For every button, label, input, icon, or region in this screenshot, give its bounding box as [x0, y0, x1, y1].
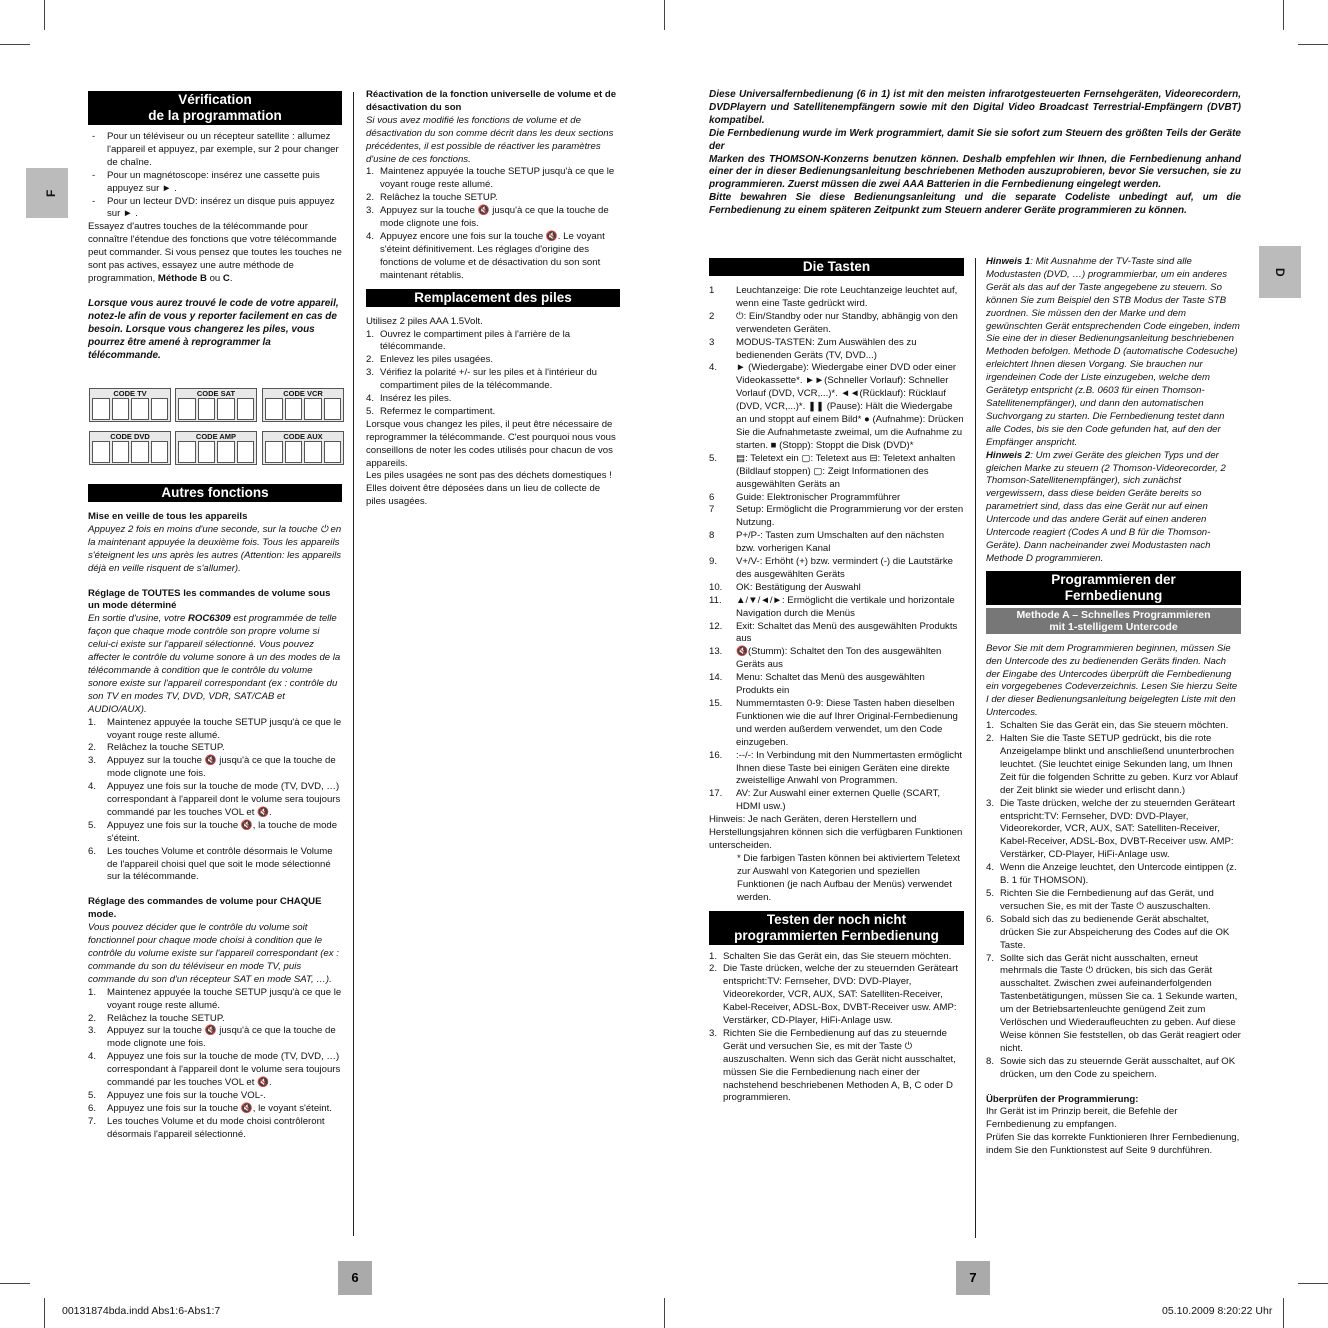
list-item-number: 16.	[709, 749, 723, 761]
list-item-text: Les touches Volume et contrôle désormais le Volume de l'appareil choisi quel que soit le mode sélectionné sur la télécommande.	[107, 845, 333, 883]
list-item-text: MODUS-TASTEN: Zum Auswählen des zu bedienenden Geräts (TV, DVD...)	[736, 336, 917, 361]
list-item	[366, 329, 620, 355]
list-item	[88, 846, 342, 885]
list-item	[986, 1056, 1241, 1082]
list-item-text: OK: Bestätigung der Auswahl	[736, 581, 861, 593]
list-item-text: AV: Zur Auswahl einer externen Quelle (SCART, HDMI usw.)	[736, 788, 941, 813]
list-item-number: 6.	[986, 913, 995, 925]
list-item-text: Schalten Sie das Gerät ein, das Sie steuern möchten.	[1000, 720, 1229, 732]
list-item	[986, 733, 1241, 798]
list-item	[366, 231, 620, 283]
list-item-text: Appuyez une fois sur la touche 🔇, la touche de mode s'éteint.	[107, 819, 338, 844]
list-item	[88, 1051, 342, 1090]
step-list	[88, 987, 342, 1142]
list-item	[88, 987, 342, 1013]
list-item-number: 2.	[366, 192, 375, 204]
code-box-vcr: CODE VCR	[262, 388, 344, 422]
list-item	[88, 1013, 342, 1026]
list-item-text: Exit: Schaltet das Menü des ausgewählten Produkts aus	[736, 620, 958, 645]
footer-file-name: 00131874bda.indd Abs1:6-Abs1:7	[62, 1305, 221, 1317]
paragraph: Utilisez 2 piles AAA 1.5Volt.	[366, 315, 483, 327]
list-item-number: 5.	[88, 819, 97, 831]
list-item-text: Appuyez sur la touche 🔇 jusqu'à ce que la touche de mode clignote une fois.	[107, 1025, 336, 1050]
list-item	[709, 337, 964, 363]
list-item-text: Appuyez une fois sur la touche VOL-.	[107, 1089, 266, 1101]
list-item	[709, 646, 964, 672]
list-item	[986, 862, 1241, 888]
list-item-number: 1.	[88, 716, 97, 728]
list-item-number: 3.	[709, 1027, 718, 1039]
list-item-text: Maintenez appuyée la touche SETUP jusqu'à ce que le voyant rouge reste allumé.	[107, 716, 342, 741]
list-item-number: 14.	[709, 672, 723, 684]
list-item	[986, 798, 1241, 863]
list-item	[366, 367, 620, 393]
left-column-1	[88, 91, 342, 362]
list-item-text: Appuyez encore une fois sur la touche 🔇. Le voyant s'éteint définitivement. Les réglages d'origine des fonctions de volume et de désactivation du son sont maintenant rétablis.	[380, 230, 605, 281]
list-item	[709, 698, 964, 750]
list-item	[986, 888, 1241, 914]
list-item	[986, 720, 1241, 733]
list-item-text: Ouvrez le compartiment piles à l'arrière de la télécommande.	[380, 328, 571, 353]
list-item	[709, 556, 964, 582]
list-item-number: 1.	[986, 720, 995, 732]
section-header-autres-fonctions: Autres fonctions	[88, 484, 342, 502]
list-item-number: 15.	[709, 698, 723, 709]
list-item	[88, 742, 342, 755]
list-item-number: 5.	[986, 887, 995, 899]
crop-mark	[664, 1298, 665, 1328]
code-box-tv: CODE TV	[89, 388, 171, 422]
list-item-number: 3.	[366, 205, 375, 217]
right-column-1	[709, 258, 964, 1105]
list-item-number: 10.	[709, 581, 723, 593]
section-header-die-tasten: Die Tasten	[709, 258, 964, 276]
list-item-number: 3.	[88, 1025, 97, 1037]
list-item-text: Les touches Volume et du mode choisi contrôleront désormais l'appareil sélectionné.	[107, 1115, 325, 1140]
paragraph: Ihr Gerät ist im Prinzip bereit, die Befehle der Fernbedienung zu empfangen.	[986, 1106, 1178, 1131]
method-a-header: Methode A – Schnelles Programmieren mit 1-stelligem Untercode	[986, 608, 1241, 634]
list-item	[366, 393, 620, 406]
list-item-text: Insérez les piles.	[380, 393, 452, 405]
list-item-text: Relâchez la touche SETUP.	[107, 1012, 225, 1024]
code-box-aux: CODE AUX	[262, 431, 344, 465]
crop-mark	[0, 44, 30, 45]
section-header-testen: Testen der noch nicht programmierten Fernbedienung	[709, 911, 964, 945]
intro-paragraph: Die Fernbedienung wurde im Werk programmiert, damit Sie sie sofort zum Steuern des größten Teils der Geräte der	[709, 127, 1241, 152]
list-item	[88, 1025, 342, 1051]
list-item	[709, 951, 964, 964]
list-item	[709, 492, 964, 505]
code-box-dvd: CODE DVD	[89, 431, 171, 465]
list-item-text: Vérifiez la polarité +/- sur les piles et à l'intérieur du compartiment piles de la télécommande.	[380, 367, 597, 392]
list-item-number: 1.	[366, 166, 375, 178]
list-item-number: 7.	[88, 1115, 97, 1127]
subsection-title: Überprüfen der Programmierung:	[986, 1093, 1139, 1105]
list-item-number: 11.	[709, 594, 722, 606]
list-item: - Pour un téléviseur ou un récepteur satellite : allumez l'appareil et appuyez, par exemple, sur 2 pour changer de chaîne.	[92, 131, 339, 168]
list-item-number: 12.	[709, 620, 723, 632]
list-item	[709, 621, 964, 647]
list-item	[709, 504, 964, 530]
paragraph: Lorsque vous changez les piles, il peut être nécessaire de reprogrammer la télécommande. C'est pourquoi nous vous conseillons de noter les codes utilisés pour chacun de vos appareils.	[366, 418, 616, 469]
list-item-number: 2	[709, 310, 715, 322]
list-item: - Pour un magnétoscope: insérez une cassette puis appuyez sur ► .	[92, 169, 320, 194]
list-item-text: ▲/▼/◄/►: Ermöglicht die vertikale und horizontale Navigation durch die Menüs	[736, 594, 955, 619]
paragraph: Prüfen Sie das korrekte Funktionieren Ihrer Fernbedienung, indem Sie den Funktionstest auf Seite 9 durchführen.	[986, 1132, 1240, 1157]
paragraph: Hinweis: Je nach Geräten, deren Herstellern und Herstellungsjahren können sich die verfügbaren Funktionen unterscheiden.	[709, 814, 963, 851]
hinweis-1: Hinweis 1: Mit Ausnahme der TV-Taste sind alle Modustasten (DVD, …) programmierbar, um ein anderes Gerät als das auf der Taste angegebene zu steuern. So können Sie zum Beispiel den STB Modus der Taste STB zuordnen. Sie müssen den der Marke und dem gewünschten Gerät entsprechenden Code eingeben, indem Sie eine der in dieser Bedienungsanleitung beschriebenen Methoden befolgen. Methode D (automatische Codesuche) erleichtert Ihnen diesen Vorgang. Sie brauchen nur irgendeinen Code der Liste einzugeben, welche dem Gerätetyp entspricht (z.B. 0603 für einen Thomson-Satellitenempfänger), und dann den automatischen Suchvorgang zu starten. Die Fernbedienung testet dann alle Codes, bis sie den Code gefunden hat, auf den der Empfänger anspricht.	[986, 256, 1240, 448]
list-item-text: Appuyez sur la touche 🔇 jusqu'à ce que la touche de mode clignote une fois.	[380, 205, 609, 230]
column-divider	[975, 258, 976, 1238]
crop-mark	[44, 0, 45, 30]
crop-mark	[1283, 0, 1284, 30]
list-item-text: V+/V-: Erhöht (+) bzw. vermindert (-) die Lautstärke des ausgewählten Geräts	[736, 556, 954, 580]
paragraph: Les piles usagées ne sont pas des déchets domestiques ! Elles doivent être déposées dans un lieu de collecte de piles usagées.	[366, 470, 612, 508]
list-item-number: 5.	[88, 1089, 97, 1101]
paragraph: En sortie d'usine, votre ROC6309 est programmée de telle façon que chaque mode contrôle son propre volume si celui-ci existe sur l'appareil sélectionné. Vous pouvez affecter le contrôle du volume sonore à un des modes de la télécommande à condition que le contrôle du volume sonore existe sur l'appareil correspondant (ex : contrôle du son TV en modes TV, DVD, VDR, SAT/CAB et AUDIO/AUX).	[88, 613, 341, 715]
list-item-text: Appuyez une fois sur la touche de mode (TV, DVD, …) correspondant à l'appareil dont le volume sera toujours commandé par les touches VOL et 🔇.	[107, 1051, 341, 1089]
subsection-title: Réglage des commandes de volume pour CHAQUE mode.	[88, 896, 322, 921]
list-item-number: 3.	[88, 755, 97, 767]
list-item-number: 1	[709, 285, 715, 296]
page-number-7: 7	[956, 1261, 990, 1295]
right-column-2	[986, 256, 1241, 1158]
list-item	[709, 750, 964, 789]
list-item-text: Sowie sich das zu steuernde Gerät ausschaltet, auf OK drücken, um den Code zu speichern.	[1000, 1055, 1236, 1080]
list-item-text: Die Taste drücken, welche der zu steuernden Geräteart entspricht:TV: Fernseher, DVD: DVD-Player, Videorekorder, VCR, AUX, SAT: Satelliten-Receiver, Kabel-Receiver, ADSL-Box, DVBT-Receiver usw. AMP: Verstärker, CD-Player, HiFi-Anlage usw.	[723, 963, 958, 1027]
crop-mark	[44, 1298, 45, 1328]
list-item	[709, 595, 964, 621]
page-number-6: 6	[338, 1261, 372, 1295]
list-item	[88, 717, 342, 743]
list-item	[709, 453, 964, 492]
list-item-number: 4.	[366, 230, 375, 242]
list-item-number: 2.	[709, 963, 718, 975]
list-item-number: 6.	[88, 845, 97, 857]
list-item-text: Appuyez une fois sur la touche 🔇, le voyant s'éteint.	[107, 1102, 332, 1114]
list-item-text: 🔇(Stumm): Schaltet den Ton des ausgewählten Geräts aus	[736, 646, 942, 671]
paragraph: * Die farbigen Tasten können bei aktiviertem Teletext zur Auswahl von Kategorien und speziellen Funktionen (je nach Aufbau der Menüs) verwendet werden.	[737, 852, 961, 903]
intro-paragraph: Bitte bewahren Sie diese Bedienungsanleitung und die separate Codeliste unbedingt auf, um die Fernbedienung zu einem späteren Zeitpunkt zum Steuern anderer Geräte programmieren zu können.	[709, 192, 1241, 217]
list-item-text: Wenn die Anzeige leuchtet, den Untercode eintippen (z. B. 1 für THOMSON).	[1000, 862, 1237, 887]
list-item-number: 7.	[986, 952, 995, 964]
list-item-number: 17.	[709, 788, 723, 800]
paragraph: Bevor Sie mit dem Programmieren beginnen, müssen Sie den Untercode des zu bedienenden Geräts finden. Nach der Eingabe des Untercodes überprüft die Fernbedienung ein vorgegebenes Codeverzeichnis. Lesen Sie hierzu Seite I der dieser Bedienungsanleitung beigelegten Liste mit den Untercodes.	[986, 642, 1238, 719]
list-item	[709, 582, 964, 595]
list-item-number: 6	[709, 491, 715, 503]
subsection-title: Réactivation de la fonction universelle de volume et de désactivation du son	[366, 89, 617, 113]
list-item-number: 1.	[88, 986, 97, 998]
list-item	[88, 1090, 342, 1103]
list-item-text: ► (Wiedergabe): Wiedergabe einer DVD oder einer Videokassette*. ►►(Schneller Vorlauf): Schneller Vorlauf (DVD, VCR,...)*. ◄◄(Rücklauf): Rücklauf (DVD, VCR,...)*. ❚❚ (Pause): Hält die Wiedergabe an und stoppt auf einem Bild* ● (Aufnahme): Drücken Sie die Aufnahmetaste zweimal, um die Aufnahme zu starten. ■ (Stopp): Stoppt die Disk (DVD)*	[736, 362, 964, 451]
list-item	[986, 914, 1241, 953]
list-item-number: 6.	[88, 1102, 97, 1114]
list-item-number: 2.	[88, 1012, 97, 1024]
list-item-text: Maintenez appuyée la touche SETUP jusqu'à ce que le voyant rouge reste allumé.	[107, 986, 342, 1011]
intro-paragraph: Diese Universalfernbedienung (6 in 1) ist mit den meisten infrarotgesteuerten Fernsehgeräten, Videorecordern, DVDPlayern und Satellitenempfängern sowie mit den Digital Video Broadcast Terrestrial-Empfängern (DVBT) kompatibel.	[709, 89, 1241, 126]
list-item-text: Schalten Sie das Gerät ein, das Sie steuern möchten.	[723, 950, 952, 962]
list-item	[366, 354, 620, 367]
step-list	[986, 720, 1241, 1081]
list-item-text: Die Taste drücken, welche der zu steuernden Geräteart entspricht:TV: Fernseher, DVD: DVD-Player, Videorekorder, VCR, AUX, SAT: Satelliten-Receiver, Kabel-Receiver, ADSL-Box, DVBT-Receiver usw. AMP: Verstärker, CD-Player, HiFi-Anlage usw.	[1000, 797, 1235, 861]
code-box-amp: CODE AMP	[175, 431, 257, 465]
list-item-number: 4.	[986, 862, 995, 874]
list-item	[709, 672, 964, 698]
hinweis-2: Hinweis 2: Um zwei Geräte des gleichen Typs und der gleichen Marke zu steuern (2 Thomson-Videorecorder, 2 Thomson-Satellitenempfänger), sich zunächst vergewissern, dass diese beiden Geräte bereits so parametriert sind, dass das eine Gerät nur auf einen Untercode und das andere Gerät auf einen anderen Untercode reagiert (Codes A und B für die Thomson-Geräte). Dann nacheinander zwei Modustasten nach Methode D programmieren.	[986, 449, 1226, 564]
list-item-text: Leuchtanzeige: Die rote Leuchtanzeige leuchtet auf, wenn eine Taste gedrückt wird.	[736, 285, 958, 309]
list-item-text: Richten Sie die Fernbedienung auf das zu steuernde Gerät und versuchen Sie, es mit der Taste ⏻ auszuschalten. Wenn sich das Gerät nicht ausschaltet, müssen Sie die Fernbedienung nach einer der nachstehend beschriebenen Methoden A, B, C oder D programmieren.	[723, 1027, 956, 1104]
list-item	[366, 166, 620, 192]
list-item-text: ⏻: Ein/Standby oder nur Standby, abhängig von den verwendeten Geräten.	[736, 310, 958, 335]
crop-mark	[0, 1283, 30, 1284]
list-item-number: 3.	[366, 367, 375, 379]
right-intro	[709, 89, 1241, 218]
list-item-number: 3	[709, 336, 715, 348]
list-item-text: Relâchez la touche SETUP.	[107, 742, 225, 754]
subsection-title: Réglage de TOUTES les commandes de volume sous un mode déterminé	[88, 587, 331, 612]
list-item-number: 5.	[709, 452, 718, 464]
list-item-number: 8	[709, 530, 715, 542]
subsection-title: Mise en veille de tous les appareils	[88, 511, 248, 522]
paragraph: Si vous avez modifié les fonctions de volume et de désactivation du son comme décrit dans les deux sections précédentes, il est possible de réactiver les paramètres d'usine de ces fonctions.	[366, 114, 614, 165]
list-item-text: Setup: Ermöglicht die Programmierung vor der ersten Nutzung.	[736, 504, 964, 529]
list-item-number: 1.	[709, 950, 718, 962]
list-item-text: P+/P-: Tasten zum Umschalten auf den nächsten bzw. vorherigen Kanal	[736, 530, 945, 555]
list-item	[88, 1116, 342, 1142]
list-item	[709, 311, 964, 337]
list-item	[366, 205, 620, 231]
list-item-text: Relâchez la touche SETUP.	[380, 192, 498, 204]
list-item	[986, 953, 1241, 1056]
list-item: - Pour un lecteur DVD: insérez un disque puis appuyez sur ► .	[92, 195, 335, 220]
list-item	[88, 1103, 342, 1116]
list-item	[88, 781, 342, 820]
list-item-text: Maintenez appuyée la touche SETUP jusqu'à ce que le voyant rouge reste allumé.	[380, 166, 615, 191]
list-item-number: 9.	[709, 556, 718, 568]
list-item-text: ▤: Teletext ein ▢: Teletext aus ⊟: Teletext anhalten (Bildlauf stoppen) ▢: Zeigt Informationen des ausgewählten Geräts an	[736, 452, 956, 490]
list-item	[88, 820, 342, 846]
language-tab-f: F	[26, 168, 68, 218]
list-item	[366, 192, 620, 205]
step-list	[366, 329, 620, 419]
verification-paragraph: Essayez d'autres touches de la télécommande pour connaître l'étendue des fonctions que votre télécommande peut commander. Si vous pensez que toutes les touches ne sont pas actives, essayez une autre méthode de programmation, Méthode B ou C.	[88, 221, 342, 284]
language-tab-d: D	[1259, 246, 1301, 298]
section-header-verification: Vérification de la programmation	[88, 91, 342, 125]
list-item-number: 1.	[366, 328, 375, 340]
list-item-number: 3.	[986, 797, 995, 809]
list-item-number: 2.	[986, 733, 995, 745]
list-item-number: 4.	[709, 362, 718, 374]
paragraph: Appuyez 2 fois en moins d'une seconde, sur la touche ⏻ en la maintenant appuyée la deuxième fois. Tous les appareils s'éteignent les uns après les autres (Attention: les appareils déjà en veille risquent de s'allumer).	[88, 523, 342, 574]
code-box-sat: CODE SAT	[175, 388, 257, 422]
list-item-text: Sollte sich das Gerät nicht ausschalten, erneut mehrmals die Taste ⏻ drücken, bis sich das Gerät ausschaltet. Zwischen zwei aufeinanderfolgenden Tastenbetätigungen, müssen Sie ca. 1 Sekunde warten, um der Betriebsartenleuchte genügend Zeit zum Verlöschen und Wiederaufleuchten zu geben. Auf diese Weise können Sie feststellen, ob das Gerät reagiert oder nicht.	[1000, 952, 1241, 1054]
list-item-number: 5.	[366, 405, 375, 417]
footer-date: 05.10.2009 8:20:22 Uhr	[1162, 1305, 1273, 1317]
step-list	[366, 166, 620, 282]
section-header-piles: Remplacement des piles	[366, 289, 620, 307]
list-item	[366, 406, 620, 419]
list-item-text: Sobald sich das zu bedienende Gerät abschaltet, drücken Sie zur Abspeicherung des Codes auf die OK Taste.	[1000, 913, 1230, 951]
intro-paragraph: Marken des THOMSON-Konzerns benutzen können. Deshalb empfehlen wir Ihnen, die Fernbedienung anhand einer der in dieser Bedienungsanleitung beschriebenen Methoden auszuprobieren, bevor Sie versuchen, sie zu programmieren. Zuerst müssen die zwei AAA Batterien in die Fernbedienung eingelegt werden.	[709, 153, 1241, 191]
list-item-text: Halten Sie die Taste SETUP gedrückt, bis die rote Anzeigelampe blinkt und anschließend ununterbrochen leuchtet. (Sie leuchtet einige Sekunden lang, um Ihnen Zeit für die folgenden Schritte zu geben. Kurz vor Ablauf der Zeit blinkt sie wieder und erlischt dann.)	[1000, 733, 1238, 796]
left-column-1-lower	[88, 484, 342, 1142]
list-item-text: Guide: Elektronischer Programmführer	[736, 491, 901, 503]
list-item-text: :--/-: In Verbindung mit den Nummertasten ermöglicht Ihnen diese Taste bei einigen Geräten eine direkte zweistellige Anwahl von Programmen.	[736, 749, 963, 787]
list-item-number: 2.	[88, 742, 97, 754]
crop-mark	[1298, 1283, 1328, 1284]
step-list	[88, 717, 342, 885]
key-list	[709, 285, 964, 814]
left-column-2	[366, 89, 620, 509]
list-item-text: Appuyez sur la touche 🔇 jusqu'à ce que la touche de mode clignote une fois.	[107, 755, 336, 780]
list-item-text: Nummerntasten 0-9: Diese Tasten haben dieselben Funktionen wie die auf Ihrer Original-Fernbedienung und werden außerdem verwendet, um den Code einzugeben.	[736, 698, 958, 748]
list-item	[709, 362, 964, 452]
section-header-programmieren: Programmieren der Fernbedienung	[986, 571, 1241, 605]
list-item	[88, 755, 342, 781]
list-item-number: 4.	[88, 1051, 97, 1063]
step-list	[709, 951, 964, 1106]
list-item-text: Appuyez une fois sur la touche de mode (TV, DVD, …) correspondant à l'appareil dont le volume sera toujours commandé par les touches VOL et 🔇.	[107, 781, 341, 818]
list-item-number: 4.	[88, 781, 97, 793]
list-item-text: Enlevez les piles usagées.	[380, 354, 494, 366]
list-item-text: Menu: Schaltet das Menü des ausgewählten Produkts ein	[736, 672, 925, 697]
list-item-number: 2.	[366, 354, 375, 366]
list-item	[709, 963, 964, 1028]
paragraph: Vous pouvez décider que le contrôle du volume soit fonctionnel pour chaque mode choisi à condition que le contrôle du volume existe sur l'appareil correspondant (ex : commande du son du téléviseur en mode TV, puis commande du son d'un récepteur SAT en mode SAT, …).	[88, 922, 339, 985]
column-divider	[353, 92, 354, 1236]
crop-mark	[1298, 44, 1328, 45]
list-item-number: 8.	[986, 1055, 995, 1067]
crop-mark	[1283, 1298, 1284, 1328]
crop-mark	[664, 0, 665, 30]
list-item	[709, 788, 964, 814]
list-item-text: Richten Sie die Fernbedienung auf das Gerät, und versuchen Sie, es mit der Taste ⏻ auszuschalten.	[1000, 887, 1214, 912]
list-item-number: 4.	[366, 393, 375, 405]
list-item	[709, 285, 964, 311]
list-item-number: 7	[709, 504, 715, 516]
list-item-text: Refermez le compartiment.	[380, 405, 496, 417]
list-item	[709, 530, 964, 556]
list-item-number: 13.	[709, 646, 723, 658]
code-note: Lorsque vous aurez trouvé le code de votre appareil, notez-le afin de vous y reporter facilement en cas de besoin. Lorsque vous changerez les piles, vous pourrez être amené à reprogrammer la télécommande.	[88, 297, 339, 361]
list-item	[709, 1028, 964, 1105]
